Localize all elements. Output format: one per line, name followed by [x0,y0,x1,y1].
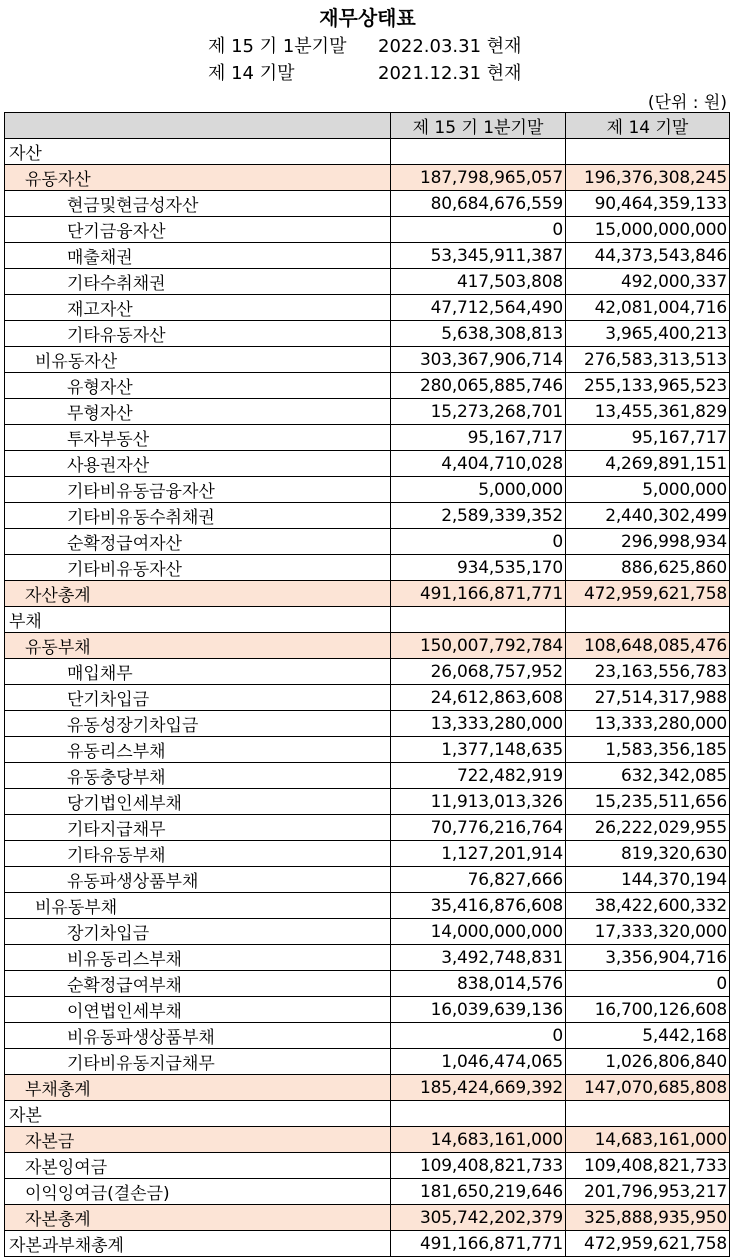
account-name: 현금및현금성자산 [5,191,391,217]
prior-period-value: 108,648,085,476 [566,633,730,659]
account-name: 유동성장기차입금 [5,711,391,737]
prior-period-value: 42,081,004,716 [566,295,730,321]
prior-period-value: 296,998,934 [566,529,730,555]
table-row [5,763,730,789]
table-header-row [5,113,730,139]
prior-period-value: 492,000,337 [566,269,730,295]
prior-period-value: 5,000,000 [566,477,730,503]
prior-period-value: 13,455,361,829 [566,399,730,425]
table-row [5,1023,730,1049]
table-row [5,685,730,711]
current-period-value: 0 [391,529,566,555]
account-name: 무형자산 [5,399,391,425]
current-period-value: 76,827,666 [391,867,566,893]
current-period-value: 11,913,013,326 [391,789,566,815]
prior-period-value: 201,796,953,217 [566,1179,730,1205]
account-name: 매출채권 [5,243,391,269]
current-period-value: 934,535,170 [391,555,566,581]
account-name: 부채 [5,607,391,633]
current-period-value: 1,127,201,914 [391,841,566,867]
table-row [5,1231,730,1257]
table-row [5,555,730,581]
table-row [5,321,730,347]
table-row [5,139,730,165]
current-period-value: 109,408,821,733 [391,1153,566,1179]
prior-period-value: 27,514,317,988 [566,685,730,711]
account-name: 순확정급여부채 [5,971,391,997]
table-row [5,1153,730,1179]
current-period-value: 491,166,871,771 [391,581,566,607]
prior-period-value: 109,408,821,733 [566,1153,730,1179]
current-period-value: 185,424,669,392 [391,1075,566,1101]
account-name: 매입채무 [5,659,391,685]
table-row [5,451,730,477]
prior-period-value: 3,965,400,213 [566,321,730,347]
account-name: 비유동리스부채 [5,945,391,971]
prior-period-value: 16,700,126,608 [566,997,730,1023]
current-period-value: 3,492,748,831 [391,945,566,971]
table-row [5,945,730,971]
current-period-value: 2,589,339,352 [391,503,566,529]
current-period-value: 13,333,280,000 [391,711,566,737]
table-row [5,399,730,425]
prior-period-value: 196,376,308,245 [566,165,730,191]
account-name: 자본 [5,1101,391,1127]
account-name: 유형자산 [5,373,391,399]
account-name: 기타지급채무 [5,815,391,841]
table-row [5,633,730,659]
table-row [5,165,730,191]
account-name: 장기차입금 [5,919,391,945]
account-name: 당기법인세부채 [5,789,391,815]
table-row [5,1179,730,1205]
account-name: 기타비유동지급채무 [5,1049,391,1075]
account-name: 유동자산 [5,165,391,191]
table-row [5,1127,730,1153]
prior-period-value: 472,959,621,758 [566,1231,730,1257]
prior-period-value: 147,070,685,808 [566,1075,730,1101]
table-row [5,867,730,893]
table-row [5,191,730,217]
prior-period-value: 38,422,600,332 [566,893,730,919]
prior-period-value: 90,464,359,133 [566,191,730,217]
account-name: 유동충당부채 [5,763,391,789]
current-period-value: 417,503,808 [391,269,566,295]
table-row [5,425,730,451]
current-period-value: 47,712,564,490 [391,295,566,321]
prior-period-value: 4,269,891,151 [566,451,730,477]
current-period-value: 1,046,474,065 [391,1049,566,1075]
period-current-date: 2022.03.31 현재 [378,36,522,57]
current-period-value: 491,166,871,771 [391,1231,566,1257]
account-name: 유동부채 [5,633,391,659]
prior-period-value [566,1101,730,1127]
column-header-account [5,113,391,139]
account-name: 단기차입금 [5,685,391,711]
account-name: 자본잉여금 [5,1153,391,1179]
account-name: 이익잉여금(결손금) [5,1179,391,1205]
table-body [5,139,730,1257]
table-row [5,919,730,945]
table-row [5,373,730,399]
table-row [5,217,730,243]
table-row [5,503,730,529]
account-name: 기타비유동금융자산 [5,477,391,503]
account-name: 비유동자산 [5,347,391,373]
current-period-value [391,1101,566,1127]
current-period-value: 5,000,000 [391,477,566,503]
current-period-value: 838,014,576 [391,971,566,997]
period-prior-label: 제 14 기말 [208,63,295,84]
prior-period-value: 2,440,302,499 [566,503,730,529]
prior-period-value [566,607,730,633]
prior-period-value: 1,583,356,185 [566,737,730,763]
current-period-value: 280,065,885,746 [391,373,566,399]
prior-period-value [566,139,730,165]
prior-period-value: 472,959,621,758 [566,581,730,607]
prior-period-value: 0 [566,971,730,997]
current-period-value: 15,273,268,701 [391,399,566,425]
account-name: 자산 [5,139,391,165]
account-name: 기타유동부채 [5,841,391,867]
account-name: 자본과부채총계 [5,1231,391,1257]
table-row [5,737,730,763]
prior-period-value: 144,370,194 [566,867,730,893]
account-name: 기타수취채권 [5,269,391,295]
table-row [5,529,730,555]
prior-period-value: 23,163,556,783 [566,659,730,685]
prior-period-value: 15,235,511,656 [566,789,730,815]
table-row [5,789,730,815]
account-name: 사용권자산 [5,451,391,477]
current-period-value: 181,650,219,646 [391,1179,566,1205]
account-name: 단기금융자산 [5,217,391,243]
current-period-value: 35,416,876,608 [391,893,566,919]
current-period-value: 722,482,919 [391,763,566,789]
current-period-value: 14,000,000,000 [391,919,566,945]
account-name: 자본총계 [5,1205,391,1231]
unit-label: (단위 : 원) [647,93,727,113]
current-period-value: 70,776,216,764 [391,815,566,841]
prior-period-value: 14,683,161,000 [566,1127,730,1153]
current-period-value [391,139,566,165]
column-header-current: 제 15 기 1분기말 [391,113,566,139]
current-period-value: 0 [391,1023,566,1049]
table-row [5,971,730,997]
current-period-value [391,607,566,633]
account-name: 유동리스부채 [5,737,391,763]
prior-period-value: 17,333,320,000 [566,919,730,945]
period-current-label: 제 15 기 1분기말 [208,36,347,57]
table-row [5,997,730,1023]
account-name: 기타비유동자산 [5,555,391,581]
account-name: 기타비유동수취채권 [5,503,391,529]
account-name: 투자부동산 [5,425,391,451]
table-row [5,1049,730,1075]
prior-period-value: 26,222,029,955 [566,815,730,841]
prior-period-value: 325,888,935,950 [566,1205,730,1231]
current-period-value: 305,742,202,379 [391,1205,566,1231]
prior-period-value: 1,026,806,840 [566,1049,730,1075]
current-period-value: 16,039,639,136 [391,997,566,1023]
current-period-value: 187,798,965,057 [391,165,566,191]
prior-period-value: 632,342,085 [566,763,730,789]
prior-period-value: 886,625,860 [566,555,730,581]
prior-period-value: 255,133,965,523 [566,373,730,399]
current-period-value: 4,404,710,028 [391,451,566,477]
table-row [5,347,730,373]
current-period-value: 24,612,863,608 [391,685,566,711]
account-name: 이연법인세부채 [5,997,391,1023]
current-period-value: 303,367,906,714 [391,347,566,373]
account-name: 기타유동자산 [5,321,391,347]
table-row [5,607,730,633]
account-name: 비유동파생상품부채 [5,1023,391,1049]
table-row [5,815,730,841]
table-row [5,1101,730,1127]
account-name: 부채총계 [5,1075,391,1101]
prior-period-value: 3,356,904,716 [566,945,730,971]
table-row [5,659,730,685]
current-period-value: 80,684,676,559 [391,191,566,217]
table-row [5,243,730,269]
current-period-value: 1,377,148,635 [391,737,566,763]
table-row [5,893,730,919]
table-row [5,269,730,295]
prior-period-value: 276,583,313,513 [566,347,730,373]
table-row [5,1075,730,1101]
table-row [5,711,730,737]
prior-period-value: 13,333,280,000 [566,711,730,737]
current-period-value: 5,638,308,813 [391,321,566,347]
prior-period-value: 819,320,630 [566,841,730,867]
prior-period-value: 15,000,000,000 [566,217,730,243]
period-prior-date: 2021.12.31 현재 [378,63,522,84]
table-row [5,1205,730,1231]
report-header [0,0,735,112]
current-period-value: 95,167,717 [391,425,566,451]
account-name: 자산총계 [5,581,391,607]
current-period-value: 0 [391,217,566,243]
page-title: 재무상태표 [319,6,416,30]
balance-sheet-table [4,112,730,1257]
prior-period-value: 5,442,168 [566,1023,730,1049]
account-name: 순확정급여자산 [5,529,391,555]
account-name: 자본금 [5,1127,391,1153]
current-period-value: 14,683,161,000 [391,1127,566,1153]
prior-period-value: 95,167,717 [566,425,730,451]
table-row [5,295,730,321]
column-header-prior: 제 14 기말 [566,113,730,139]
current-period-value: 150,007,792,784 [391,633,566,659]
prior-period-value: 44,373,543,846 [566,243,730,269]
table-row [5,477,730,503]
table-row [5,581,730,607]
table-row [5,841,730,867]
current-period-value: 53,345,911,387 [391,243,566,269]
current-period-value: 26,068,757,952 [391,659,566,685]
account-name: 유동파생상품부채 [5,867,391,893]
account-name: 재고자산 [5,295,391,321]
account-name: 비유동부채 [5,893,391,919]
